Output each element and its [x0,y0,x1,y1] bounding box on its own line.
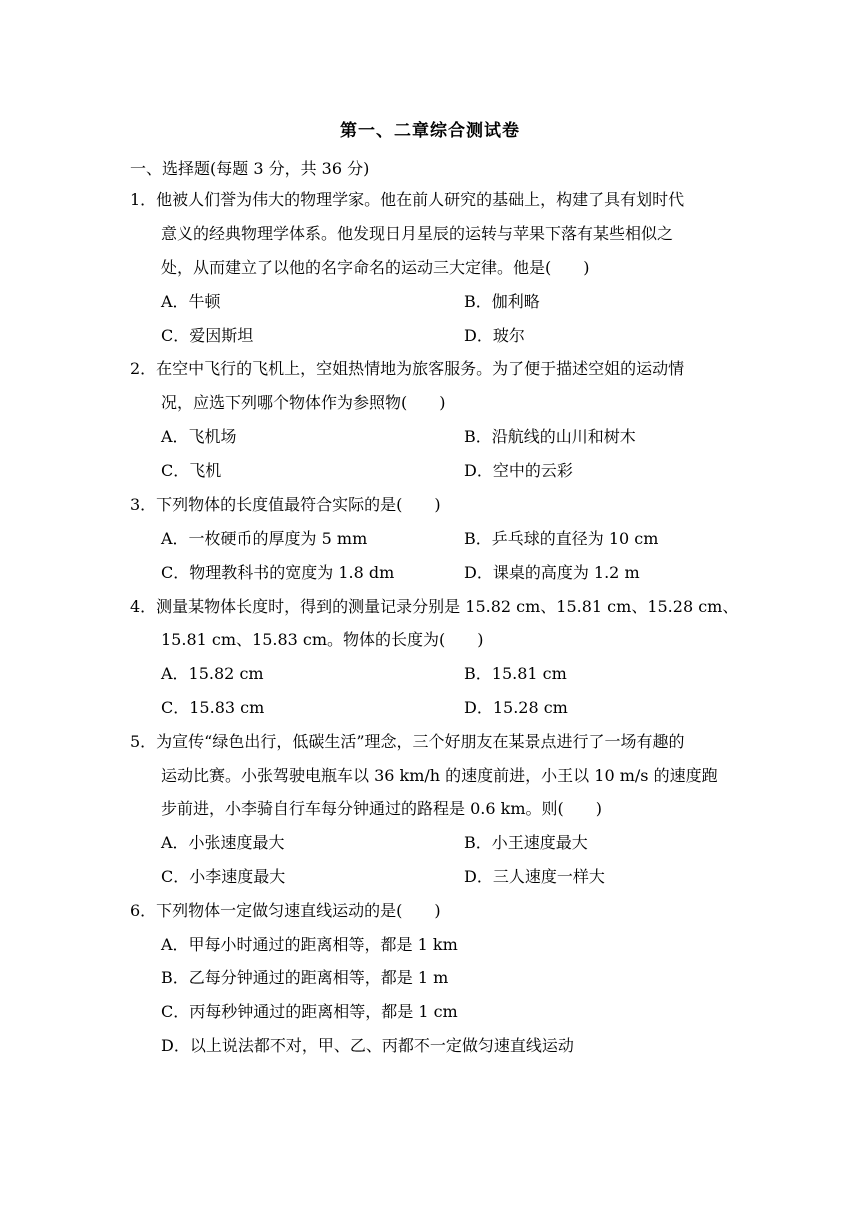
section-heading: 一、选择题(每题 3 分，共 36 分) [130,159,370,178]
question-4-option-d: D．15.28 cm [464,698,568,717]
question-3-option-c: C．物理教科书的宽度为 1.8 dm [161,563,395,582]
question-4-option-a: A．15.82 cm [161,664,264,683]
question-2-option-c: C．飞机 [161,461,222,480]
question-5-line-1: 5．为宣传“绿色出行，低碳生活”理念，三个好朋友在某景点进行了一场有趣的 [130,732,685,751]
question-6-option-d: D．以上说法都不对，甲、乙、丙都不一定做匀速直线运动 [161,1036,574,1055]
page-title: 第一、二章综合测试卷 [340,121,520,141]
question-4-option-b: B．15.81 cm [464,664,567,683]
question-5-line-3: 步前进，小李骑自行车每分钟通过的路程是 0.6 km。则( ) [161,799,602,818]
question-4-line-1: 4．测量某物体长度时，得到的测量记录分别是 15.82 cm、15.81 cm、15.28 cm、 [130,597,739,616]
question-2-option-a: A．飞机场 [161,427,237,446]
question-4-option-c: C．15.83 cm [161,698,265,717]
question-4-line-2: 15.81 cm、15.83 cm。物体的长度为( ) [161,630,484,649]
question-6-line-1: 6．下列物体一定做匀速直线运动的是( ) [130,901,441,920]
question-6-option-b: B．乙每分钟通过的距离相等，都是 1 m [161,968,449,987]
question-5-option-a: A．小张速度最大 [161,833,285,852]
question-2-line-1: 2．在空中飞行的飞机上，空姐热情地为旅客服务。为了便于描述空姐的运动情 [130,359,685,378]
question-1-option-c: C．爱因斯坦 [161,326,254,345]
question-1-option-a: A．牛顿 [161,292,221,311]
question-3-line-1: 3．下列物体的长度值最符合实际的是( ) [130,495,441,514]
question-1-option-b: B．伽利略 [464,292,540,311]
question-5-option-c: C．小李速度最大 [161,867,286,886]
question-1-line-1: 1．他被人们誉为伟大的物理学家。他在前人研究的基础上，构建了具有划时代 [130,190,685,209]
question-5-line-2: 运动比赛。小张驾驶电瓶车以 36 km/h 的速度前进，小王以 10 m/s 的速度跑 [161,766,718,785]
question-1-option-d: D．玻尔 [464,326,525,345]
question-1-line-3: 处，从而建立了以他的名字命名的运动三大定律。他是( ) [161,258,590,277]
question-3-option-b: B．乒乓球的直径为 10 cm [464,529,659,548]
question-1-line-2: 意义的经典物理学体系。他发现日月星辰的运转与苹果下落有某些相似之 [161,224,674,243]
question-2-option-b: B．沿航线的山川和树木 [464,427,636,446]
question-3-option-d: D．课桌的高度为 1.2 m [464,563,640,582]
question-2-line-2: 况，应选下列哪个物体作为参照物( ) [161,393,446,412]
question-5-option-d: D．三人速度一样大 [464,867,605,886]
question-2-option-d: D．空中的云彩 [464,461,573,480]
question-6-option-c: C．丙每秒钟通过的距离相等，都是 1 cm [161,1002,458,1021]
question-6-option-a: A．甲每小时通过的距离相等，都是 1 km [161,935,458,954]
question-5-option-b: B．小王速度最大 [464,833,588,852]
question-3-option-a: A．一枚硬币的厚度为 5 mm [161,529,368,548]
